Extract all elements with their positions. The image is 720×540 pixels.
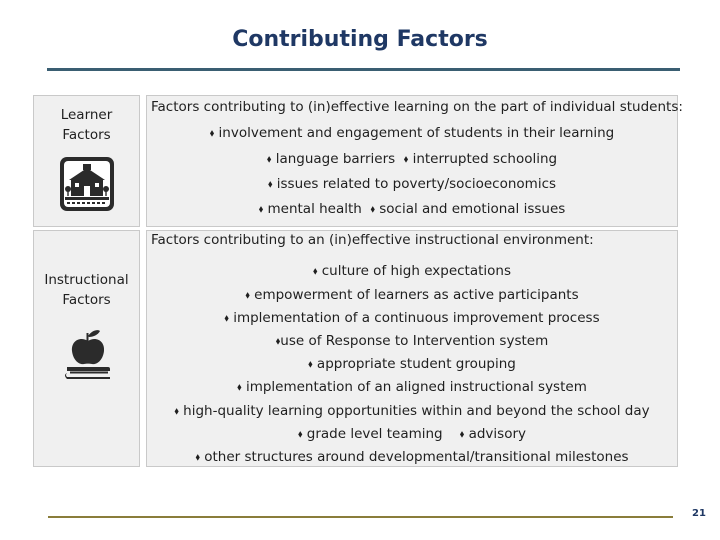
schoolhouse-icon	[59, 156, 115, 212]
learner-heading: Factors contributing to (in)effective learning on the part of individual students:	[151, 99, 683, 115]
learner-line	[147, 124, 677, 143]
instructional-line	[147, 262, 677, 281]
instructional-line	[147, 378, 677, 397]
learner-factors-content-box	[146, 95, 683, 227]
instructional-label-line1: Instructional	[44, 272, 129, 288]
bullet: ⬧	[224, 313, 229, 324]
title-divider	[47, 68, 680, 71]
learner-item: involvement and engagement of students in their learning	[218, 125, 615, 141]
bullet: ⬧	[195, 452, 200, 463]
learner-line	[147, 175, 677, 194]
bullet: ⬧	[209, 128, 215, 139]
instructional-line	[147, 309, 677, 328]
instructional-item: use of Response to Intervention system	[280, 333, 549, 349]
learner-line	[147, 200, 677, 219]
bullet: ⬧	[267, 179, 273, 190]
instructional-item: high-quality learning opportunities within and beyond the school day	[183, 403, 650, 419]
instructional-item: advisory	[468, 426, 527, 442]
instructional-label-line2: Factors	[62, 292, 111, 308]
instructional-line	[147, 355, 677, 374]
bullet: ⬧	[403, 154, 409, 165]
instructional-line	[147, 448, 677, 467]
learner-label-line2: Factors	[62, 127, 111, 143]
instructional-item: implementation of a continuous improvement process	[233, 310, 600, 326]
instructional-factors-content-box	[146, 230, 678, 467]
apple-on-books-icon	[64, 327, 112, 381]
bullet: ⬧	[174, 406, 179, 417]
instructional-item: grade level teaming	[306, 426, 443, 442]
bullet: ⬧	[258, 204, 264, 215]
bullet: ⬧	[237, 382, 242, 393]
instructional-item: other structures around developmental/transitional milestones	[204, 449, 629, 465]
footer-divider	[48, 516, 673, 518]
learner-item: social and emotional issues	[379, 201, 566, 217]
learner-item: language barriers	[275, 151, 396, 167]
bullet: ⬧	[275, 336, 281, 347]
instructional-item: implementation of an aligned instructional system	[245, 379, 587, 395]
instructional-line	[147, 402, 677, 421]
learner-line	[147, 150, 677, 169]
instructional-item: appropriate student grouping	[316, 356, 516, 372]
learner-item: interrupted schooling	[412, 151, 558, 167]
instructional-line	[147, 286, 677, 305]
bullet: ⬧	[245, 290, 250, 301]
instructional-item: empowerment of learners as active participants	[254, 287, 579, 303]
instructional-factors-label-box	[33, 230, 140, 467]
bullet: ⬧	[312, 266, 318, 277]
instructional-line	[147, 425, 677, 444]
instructional-line	[147, 332, 677, 351]
instructional-heading: Factors contributing to an (in)effective instructional environment:	[151, 232, 594, 248]
bullet: ⬧	[370, 204, 375, 215]
bullet: ⬧	[308, 359, 313, 370]
learner-item: issues related to poverty/socioeconomics	[276, 176, 557, 192]
learner-factors-label-box	[33, 95, 140, 227]
learner-item: mental health	[267, 201, 362, 217]
slide-title: Contributing Factors	[232, 27, 488, 52]
bullet: ⬧	[266, 154, 272, 165]
page-number: 21	[692, 508, 706, 519]
bullet: ⬧	[459, 429, 465, 440]
instructional-item: culture of high expectations	[321, 263, 512, 279]
bullet: ⬧	[297, 429, 303, 440]
learner-label-line1: Learner	[60, 107, 113, 123]
